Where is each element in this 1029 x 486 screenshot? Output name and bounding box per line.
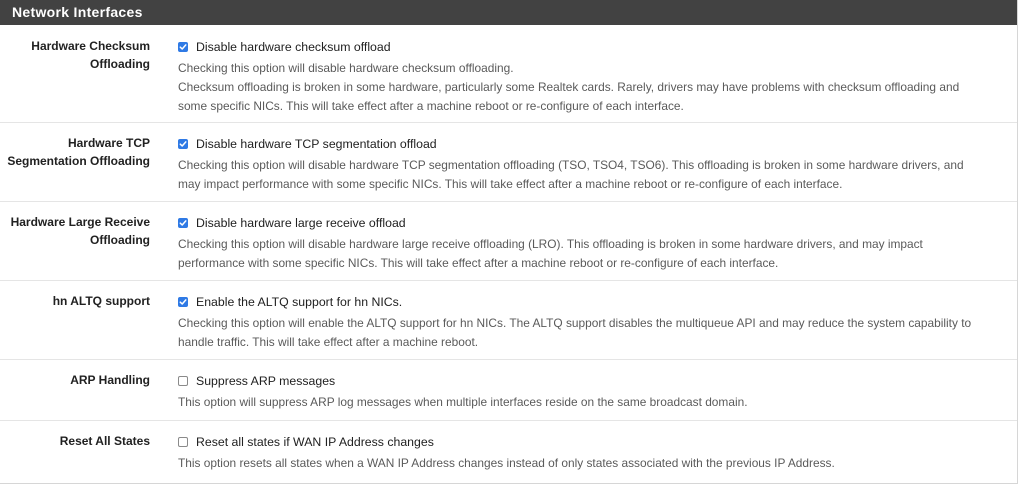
help-text: Checking this option will enable the ALTQ support for hn NICs. The ALTQ support disables the multiqueue API and may reduce the system capability to handle traffic. This will take effect after a machine reboot. [178,316,972,349]
setting-row-reset-all-states [0,421,1017,483]
setting-label: Hardware Checksum Offloading [31,39,150,71]
disable-tcp-segmentation-offload-option[interactable] [178,135,1011,153]
setting-label: hn ALTQ support [52,294,150,308]
help-text: Checking this option will disable hardware checksum offloading. Checksum offloading is broken in some hardware, particularly some Realtek cards. Rarely, drivers may have problems with checksum offloading and some specific NICs. This will take effect after a machine reboot or re-configure of each interface. [178,61,960,113]
check-icon [179,43,187,51]
reset-states-wan-ip-checkbox[interactable] [178,437,188,447]
suppress-arp-messages-checkbox[interactable] [178,376,188,386]
checkbox-label: Enable the ALTQ support for hn NICs. [196,295,403,309]
checkbox-label: Reset all states if WAN IP Address changes [196,435,434,449]
checkbox-label: Disable hardware TCP segmentation offload [196,137,437,151]
check-icon [179,219,187,227]
disable-checksum-offload-checkbox[interactable] [178,42,188,52]
check-icon [179,298,187,306]
setting-row-arp-handling [0,360,1017,421]
disable-checksum-offload-option[interactable] [178,38,1011,56]
disable-tcp-segmentation-offload-checkbox[interactable] [178,139,188,149]
checkbox-label: Disable hardware large receive offload [196,216,406,230]
checkbox-label: Disable hardware checksum offload [196,40,391,54]
enable-altq-hn-checkbox[interactable] [178,297,188,307]
setting-label: ARP Handling [70,373,150,387]
panel-title: Network Interfaces [0,0,1017,25]
reset-states-wan-ip-option[interactable] [178,433,1011,451]
disable-large-receive-offload-checkbox[interactable] [178,218,188,228]
setting-row-hardware-large-receive [0,202,1017,281]
disable-large-receive-offload-option[interactable] [178,214,1011,232]
setting-row-hardware-checksum [0,25,1017,123]
checkbox-label: Suppress ARP messages [196,374,336,388]
help-text: This option will suppress ARP log messages when multiple interfaces reside on the same broadcast domain. [178,395,748,409]
help-text: Checking this option will disable hardware large receive offloading (LRO). This offloading is broken in some hardware drivers, and may impact performance with some specific NICs. This will take effect after a machine reboot or re-configure of each interface. [178,237,923,270]
help-text: This option resets all states when a WAN IP Address changes instead of only states associated with the previous IP Address. [178,456,835,470]
setting-label: Hardware TCP Segmentation Offloading [7,136,150,168]
suppress-arp-messages-option[interactable] [178,372,1011,390]
setting-label: Hardware Large Receive Offloading [10,215,150,247]
setting-row-hn-altq-support [0,281,1017,360]
check-icon [179,140,187,148]
setting-label: Reset All States [59,434,150,448]
setting-row-hardware-tcp-segmentation [0,123,1017,202]
help-text: Checking this option will disable hardware TCP segmentation offloading (TSO, TSO4, TSO6). This offloading is broken in some hardware drivers, and may impact performance with some specific NICs. This will take effect after a machine reboot or re-configure of each interface. [178,158,964,191]
enable-altq-hn-option[interactable] [178,293,1011,311]
